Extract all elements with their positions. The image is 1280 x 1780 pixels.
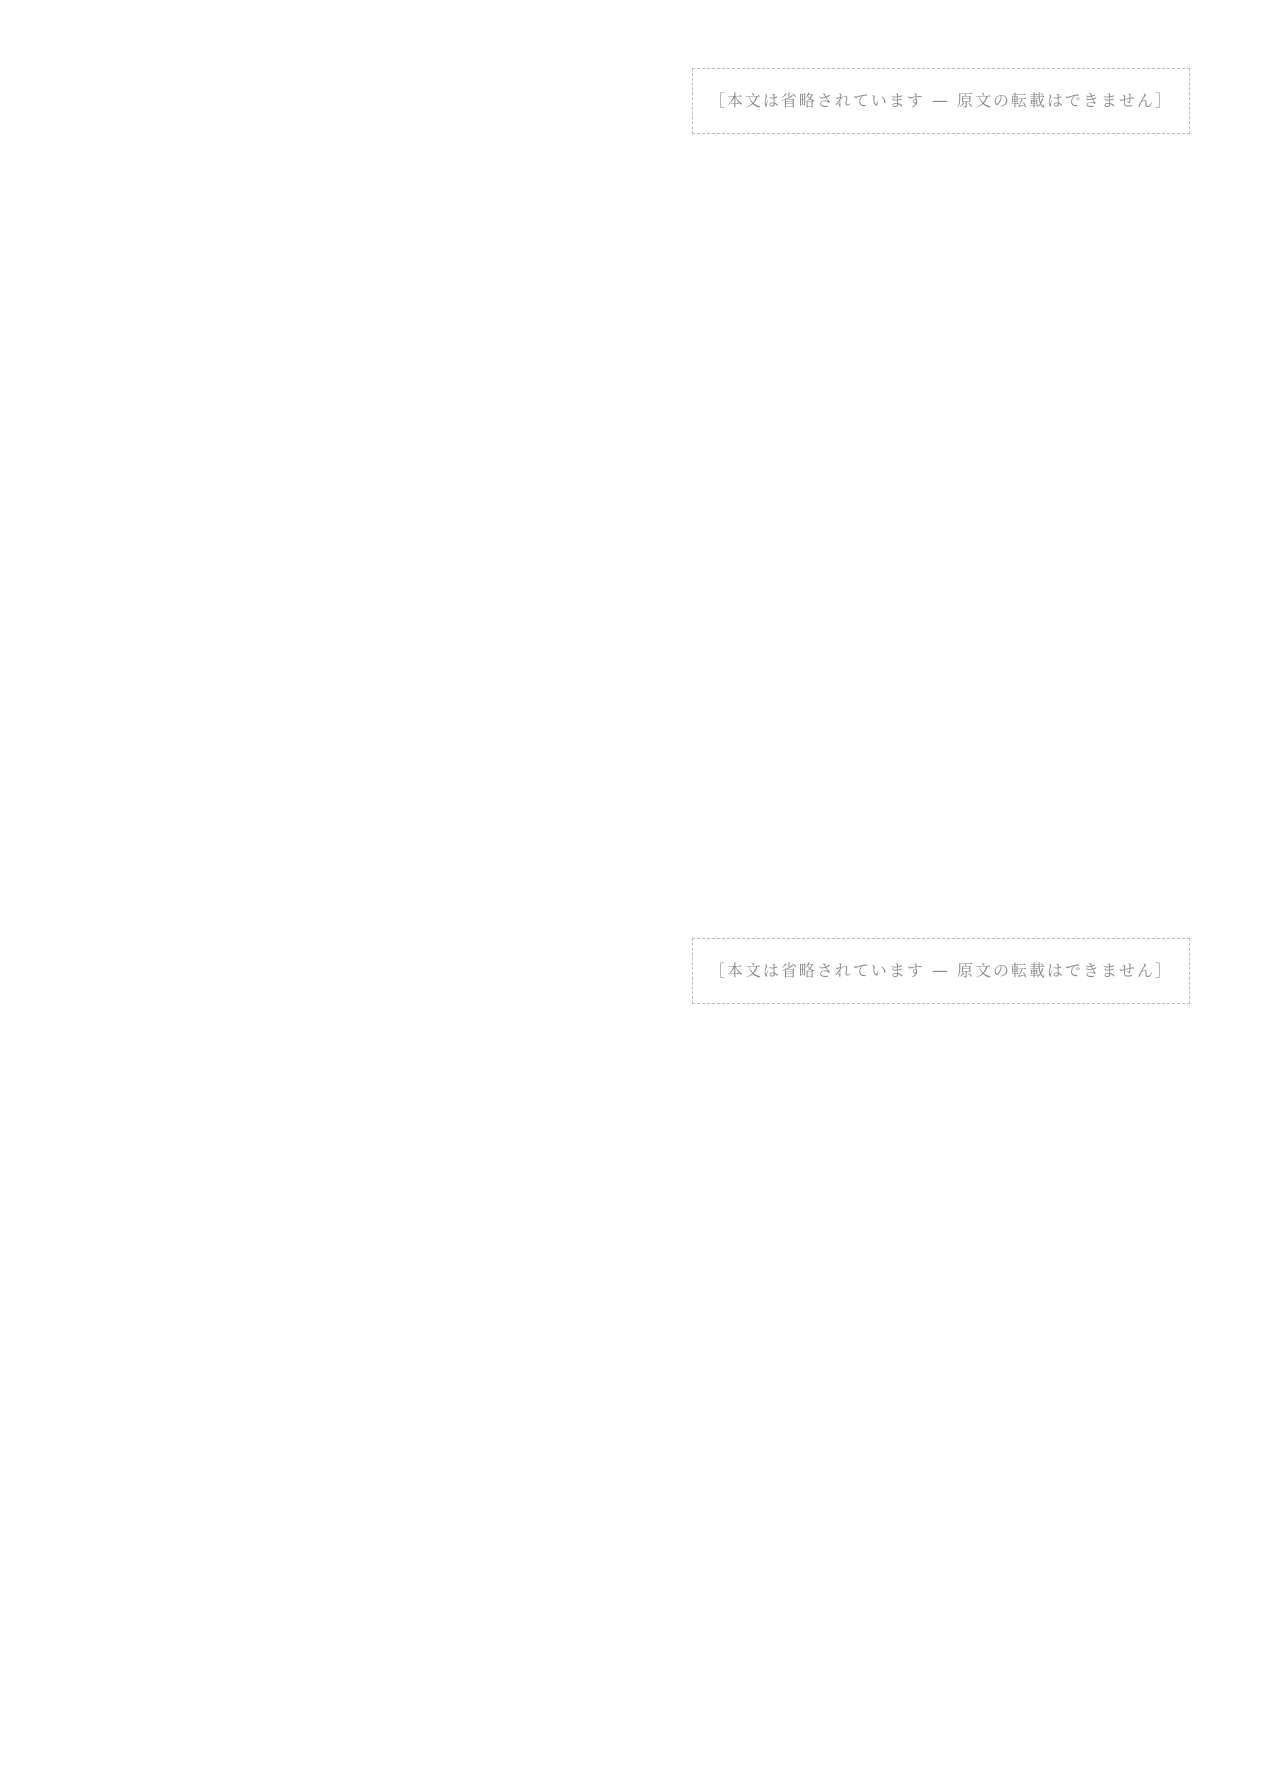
redacted-text-placeholder: ［本文は省略されています — 原文の転載はできません］ <box>692 938 1190 1004</box>
redacted-text-placeholder: ［本文は省略されています — 原文の転載はできません］ <box>692 68 1190 134</box>
text-block-bottom <box>90 930 1190 1720</box>
text-block-top <box>90 60 1190 850</box>
